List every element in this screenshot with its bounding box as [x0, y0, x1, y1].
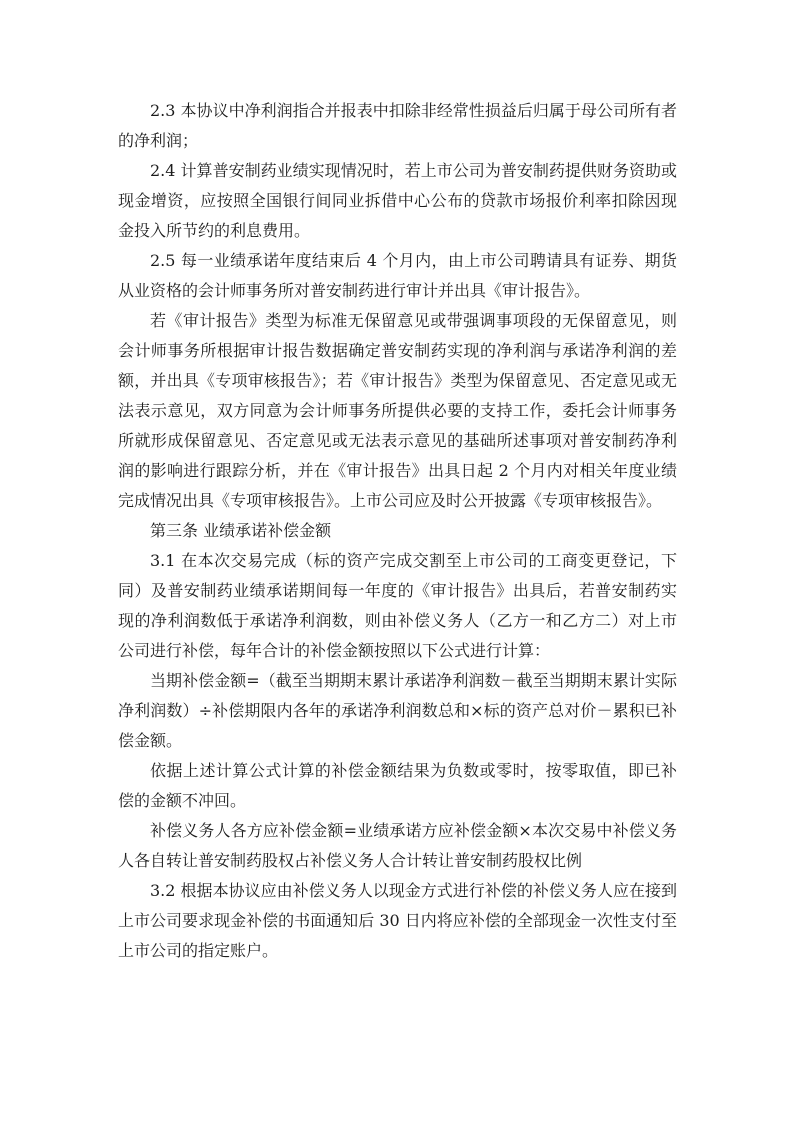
paragraph-compensation-formula: 当期补偿金额=（截至当期期末累计承诺净利润数－截至当期期末累计实际净利润数）÷补偿期限内各年的承诺净利润数总和×标的资产总对价－累积已补偿金额。 [118, 671, 677, 750]
paragraph-audit-report-types: 若《审计报告》类型为标准无保留意见或带强调事项段的无保留意见，则会计师事务所根据审计报告数据确定普安制药实现的净利润与承诺净利润的差额，并出具《专项审核报告》；若《审计报告》类型为保留意见、否定意见或无法表示意见，双方同意为会计师事务所提供必要的支持工作，委托会计师事务所就形成保留意见、否定意见或无法表示意见的基础所述事项对普安制药净利润的影响进行跟踪分析，并在《审计报告》出具日起 2 个月内对相关年度业绩完成情况出具《专项审核报告》。上市公司应及时公开披露《专项审核报告》。 [118, 311, 677, 510]
paragraph-clause-3-2: 3.2 根据本协议应由补偿义务人以现金方式进行补偿的补偿义务人应在接到上市公司要求现金补偿的书面通知后 30 日内将应补偿的全部现金一次性支付至上市公司的指定账户。 [118, 881, 677, 960]
paragraph-obligor-share-formula: 补偿义务人各方应补偿金额=业绩承诺方应补偿金额×本次交易中补偿义务人各自转让普安制药股权占补偿义务人合计转让普安制药股权比例 [118, 821, 677, 870]
paragraph-clause-3-1: 3.1 在本次交易完成（标的资产完成交割至上市公司的工商变更登记，下同）及普安制药业绩承诺期间每一年度的《审计报告》出具后，若普安制药实现的净利润数低于承诺净利润数，则由补偿义务人（乙方一和乙方二）对上市公司进行补偿，每年合计的补偿金额按照以下公式进行计算： [118, 551, 677, 660]
paragraph-negative-or-zero-rule: 依据上述计算公式计算的补偿金额结果为负数或零时，按零取值，即已补偿的金额不冲回。 [118, 761, 677, 810]
paragraph-clause-2-5: 2.5 每一业绩承诺年度结束后 4 个月内，由上市公司聘请具有证券、期货从业资格的会计师事务所对普安制药进行审计并出具《审计报告》。 [118, 251, 677, 300]
paragraph-clause-2-3: 2.3 本协议中净利润指合并报表中扣除非经常性损益后归属于母公司所有者的净利润； [118, 101, 677, 150]
section-heading-article-3: 第三条 业绩承诺补偿金额 [150, 521, 332, 540]
paragraph-clause-2-4: 2.4 计算普安制药业绩实现情况时，若上市公司为普安制药提供财务资助或现金增资，应按照全国银行间同业拆借中心公布的贷款市场报价利率扣除因现金投入所节约的利息费用。 [118, 161, 677, 240]
